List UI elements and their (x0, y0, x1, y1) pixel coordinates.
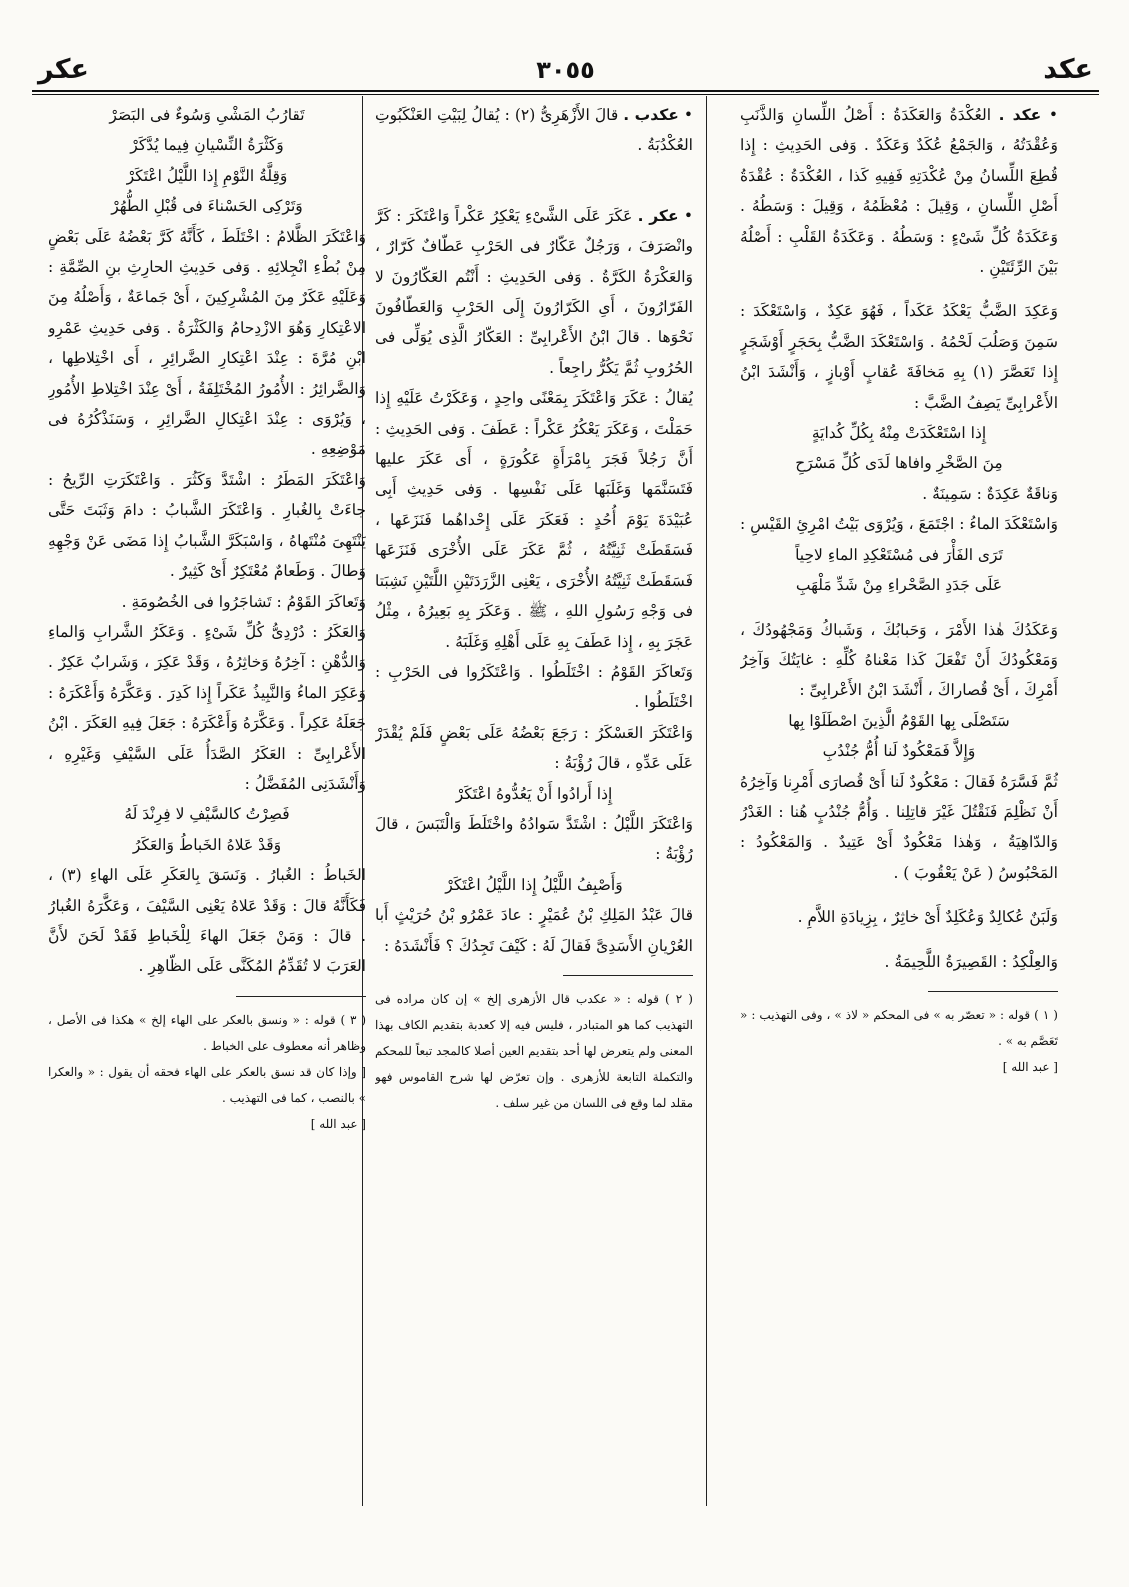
verse-line: تَرَى الفَأْرَ فى مُسْتَعْكِدِ الماءِ لاحِياً (795, 545, 1003, 564)
verse-line: تَقارُبُ المَشْىِ وَسُوءٌ فى البَصَرْ (109, 106, 305, 124)
footnote (740, 1002, 1058, 1080)
footnote-text: ( ٢ ) قوله : « عكدب قال الأزهرى إلخ » إن كان مراده فى التهذيب كما هو المتبادر ، فليس فيه إلا كعدبة بتقديم الكاف بهذا المعنى ولم يتعرض لها أحد بتقديم العين أصلا كالمجد تبعاً للمحكم والتكملة التابعة للأزهرى . وإن تعرّض لها شرح القاموس فهو مقلد لما وقع فى اللسان من غير سلف . (375, 991, 693, 1110)
footnote-text: [ وإذا كان قد نسق بالعكر على الهاء فحقه أن يقول : « والعكرا » بالنصب ، كما فى التهذيب . (48, 1064, 366, 1105)
column-left (48, 100, 366, 1505)
paragraph: وَعَكَدُكَ هٰذا الأَمْرَ ، وَحَبابُكَ ، وَشَباكُ وَمَجْهُودُكَ ، وَمَعْكُودُكَ أَنْ تَفْعَلَ كَذا مَعْناهُ كُلِّهِ : غايَتُكَ وَآخِرُ أَمْرِكَ ، أَىْ قُصاراكَ ، أَنْشَدَ ابْنُ الأَعْرابِىِّ : (740, 620, 1058, 700)
paragraph: وَناقَةٌ عَكِدَةٌ : سَمِينَةٌ . (922, 484, 1058, 503)
paragraph: وَاعْتَكَرَ العَسْكَرُ : رَجَعَ بَعْضُهُ عَلَى بَعْضٍ فَلَمْ يُقْدَرْ عَلَى عَدِّهِ ، قالَ رُؤْبَةُ : (375, 723, 693, 773)
column-divider (706, 96, 707, 1506)
footnote-signature: [ عبد الله ] (1002, 1059, 1058, 1074)
paragraph: وَاسْتَعْكَدَ الماءُ : اجْتَمَعَ ، وَيُرْوَى بَيْتُ امْرِئِ القَيْسِ : (740, 515, 1058, 534)
entry-text: قالَ الأَزْهَرِىُّ (٢) : يُقالُ لِبَيْتِ العَنْكَبُوتِ العُكْدُبَةُ . (375, 106, 693, 155)
paragraph: وَلَبَنٌ عُكالِدٌ وَعُكَلِدٌ أَىْ خاثِرٌ ، بِزِيادَةِ اللاَّمِ . (797, 908, 1058, 927)
header-rule (32, 90, 1099, 92)
paragraph: يُقالُ : عَكَرَ وَاعْتَكَرَ بِمَعْنًى واحِدٍ ، وَعَكَرْتُ عَلَيْهِ إِذا حَمَلْتَ ، وَعَكَرَ يَعْكُرُ عَكْراً : عَطَفَ . وَفى الحَدِيثِ : أَنَّ رَجُلاً فَجَرَ بِامْرَأَةٍ عَكُورَةٍ ، أَى عَكَرَ عليها فَتَسَنَّمَها وَغَلَبَها عَلَى نَفْسِها . وَفى حَدِيثِ أَبِى عُبَيْدَةَ يَوْمَ أُحُدٍ : فَعَكَرَ عَلَى إِحْداهُما فَنَزَعَها ، فَسَقَطَتْ ثَنِيَّتُهُ ، ثُمَّ عَكَرَ عَلَى الأُخْرَى فَنَزَعَها فَسَقَطَتْ ثَنِيَّتُهُ الأُخْرَى ، يَعْنِى الزَّرَدَتَيْنِ اللَّتَيْنِ نَشِبَتا فى وَجْهِ رَسُولِ اللهِ ، ﷺ . وَعَكَرَ بِهِ بَعِيرُهُ ، مِثْلُ عَجَرَ بِهِ ، إِذا عَطَفَ بِهِ عَلَى أَهْلِهِ وَغَلَبَهُ . (375, 389, 693, 651)
paragraph: قالَ عَبْدُ المَلِكِ بْنُ عُمَيْرٍ : عادَ عَمْرُو بْنُ حُرَيْثٍ أَبا العُرْيانِ الأَسَدِىَّ فَقالَ لَهُ : كَيْفَ تَجِدُكَ ؟ فَأَنْشَدَهُ : (375, 906, 693, 955)
paragraph: وَاعْتَكَرَ الظَّلامُ : اخْتَلَطَ ، كَأَنَّهُ كَرَّ بَعْضُهُ عَلَى بَعْضٍ مِنْ بُطْءِ انْجِلائِهِ . وَفى حَدِيثِ الحارِثِ بنِ الصِّمَّةِ : وَعَلَيْهِ عَكَرٌ مِنَ المُشْرِكِينَ ، أَىْ جَماعَةٌ ، وَأَصْلُهُ مِنَ الاعْتِكارِ وَهُوَ الازْدِحامُ وَالكَثْرَةُ . وَفى حَدِيثِ عَمْرِو ابْنِ مُرَّةَ : عِنْدَ اعْتِكارِ الضَّرائِرِ ، أَى اخْتِلاطِها ، وَالضَّرائِرُ : الأُمُورُ المُخْتَلِفَةُ ، أَىْ عِنْدَ اخْتِلاطِ الأُمُورِ ، وَيُرْوَى : عِنْدَ اعْتِكالِ الضَّرائِرِ ، وَسَنَذْكُرُهُ فى مَوْضِعِهِ . (48, 227, 366, 459)
footnote-separator (563, 975, 693, 976)
verse-line: إِذا أَرادُوا أَنْ يَعُدُّوهُ اعْتَكَرْ (455, 784, 613, 803)
running-head-left: عكر (38, 54, 89, 85)
entry-text: عَكَرَ عَلَى الشَّىْءِ يَعْكِرُ عَكْراً وَاعْتَكَرَ : كَرَّ وانْصَرَفَ ، وَرَجُلٌ عَكّارٌ فى الحَرْبِ عَطّافٌ كَرّارٌ ، وَالعَكْرَةُ الكَرَّةُ . وَفى الحَدِيثِ : أَنْتُم العَكّارُونَ لا الفَرّارُونَ ، أَىِ الكَرّارُونَ إِلَى الحَرْبِ وَالعَطّافُونَ نَحْوَها . قالَ ابْنُ الأَعْرابِىِّ : العَكّارُ الَّذِى يُوَلِّى فى الحُرُوبِ ثُمَّ يَكُرُّ راجِعاً . (375, 206, 693, 377)
footnote (48, 1007, 366, 1137)
page-number: ٣٠٥٥ (536, 56, 595, 84)
entry-text: العُكْدَةُ وَالعَكَدَةُ : أَصْلُ اللِّسانِ وَالذَّنَبِ وَعُقْدَتُهُ ، وَالجَمْعُ عُكَدٌ وَعَكَدٌ . وَفى الحَدِيثِ : إِذا قُطِعَ اللِّسانُ مِنْ عُكْدَتِهِ فَفِيهِ كَذا ، العُكْدَةُ : عُقْدَةُ أَصْلِ اللِّسانِ ، وَقِيلَ : مُعْظَمُهُ ، وَقِيلَ : وَسَطُهُ . وَعَكَدَةُ كُلِّ شَىْءٍ : وَسَطُهُ . وَعَكَدَةُ القَلْبِ : أَصْلُهُ بَيْنَ الرِّئَتَيْنِ . (740, 106, 1058, 277)
verse-line: عَلَى جَدَدِ الصَّحْراءِ مِنْ شَدِّ مَلْهَبِ (795, 576, 1003, 595)
verse-line: وَقَدْ عَلاهُ الخَباطُ وَالعَكَرُ (132, 835, 282, 854)
footnote-text: ( ١ ) قوله : « تعصّر به » فى المحكم « لاذ » ، وفى التهذيب : « تَعَصَّم به » . (740, 1007, 1058, 1048)
entry-akdb: • عكدب . قالَ الأَزْهَرِىُّ (٢) : يُقالُ لِبَيْتِ العَنْكَبُوتِ العُكْدُبَةُ . (375, 106, 693, 155)
verse-line: وَكَثْرَةُ النِّسْيانِ فِيما يُدَّكَرْ (130, 136, 284, 155)
lemma-heading: عكدب . (623, 106, 679, 124)
lemma-heading: عكر . (637, 206, 679, 225)
column-right (740, 100, 1058, 1505)
entry-akr: • عكر . عَكَرَ عَلَى الشَّىْءِ يَعْكِرُ عَكْراً وَاعْتَكَرَ : كَرَّ وانْصَرَفَ ، وَرَجُلٌ عَكّارٌ فى الحَرْبِ عَطّافٌ كَرّارٌ ، وَالعَكْرَةُ الكَرَّةُ . وَفى الحَدِيثِ : أَنْتُم العَكّارُونَ لا الفَرّارُونَ ، أَىِ الكَرّارُونَ إِلَى الحَرْبِ وَالعَطّافُونَ نَحْوَها . قالَ ابْنُ الأَعْرابِىِّ : العَكّارُ الَّذِى يُوَلِّى فى الحُرُوبِ ثُمَّ يَكُرُّ راجِعاً . (375, 206, 693, 377)
footnote-separator (236, 996, 366, 997)
paragraph: ثُمَّ فَسَّرَهُ فَقالَ : مَعْكُودٌ لَنا أَىْ قُصارَى أَمْرِنا وَآخِرُهُ أَنْ نَظْلِمَ فَنَقْتُلَ غَيْرَ قاتِلِنا . وَأُمُّ جُنْدُبٍ هُنا : الغَدْرُ وَالدّاهِيَةُ ، وَهٰذا مَعْكُودٌ أَىْ عَتِيدٌ . وَالمَعْكُودُ : المَحْبُوسُ ( عَنْ يَعْقُوبَ ) . (740, 772, 1058, 882)
header-rule-thin (32, 94, 1099, 95)
footnote (375, 986, 693, 1116)
footnote-signature: [ عبد الله ] (310, 1116, 366, 1131)
paragraph: وَاعْتَكَرَ المَطَرُ : اشْتَدَّ وَكَثُرَ . وَاعْتَكَرَتِ الرِّيحُ : جاءَتْ بِالغُبارِ . وَاعْتَكَرَ الشَّبابُ : دامَ وَثَبَتَ حَتَّى يَنْتَهِىَ مُنْتَهاهُ ، وَاسْبَكَرَّ الشَّبابُ إِذا مَضَى عَنْ وَجْهِهِ وَطالَ . وَطَعامٌ مُعْتَكِرٌ أَىْ كَثِيرٌ . (48, 470, 366, 581)
footnote-separator (928, 991, 1058, 992)
paragraph: وَالعَكَرُ : دُرْدِىُّ كُلِّ شَىْءٍ . وَعَكَرُ الشَّرابِ وَالماءِ وَالدُّهْنِ : آخِرُهُ وَخاثِرُهُ ، وَقَدْ عَكِرَ ، وَشَرابٌ عَكِرٌ . وَعَكِرَ الماءُ وَالنَّبِيذُ عَكَراً إِذا كَدِرَ . وَعَكَّرَهُ وَأَعْكَرَهُ : جَعَلَهُ عَكِراً . وَعَكَّرَهُ وَأَعْكَرَهُ : جَعَلَ فِيهِ العَكَرَ . ابْنُ الأَعْرابِىِّ : العَكَرُ الصَّدَأُ عَلَى السَّيْفِ وَغَيْرِهِ ، وَأَنْشَدَنِى المُفَضَّلُ : (48, 622, 366, 793)
paragraph: الخَباطُ : الغُبارُ . وَنَسَقَ بِالعَكَرِ عَلَى الهاءِ (٣) ، فَكَأَنَّهُ قالَ : وَقَدْ عَلاهُ يَعْنِى السَّيْفَ ، وَعَكَّرَهُ الغُبارُ . قالَ : وَمَنْ جَعَلَ الهاءَ لِلْخَباطِ فَقَدْ لَحَنَ لأَنَّ العَرَبَ لا تُقَدِّمُ المُكَنَّى عَلَى الظّاهِرِ . (48, 866, 366, 976)
lemma-heading: عكد . (998, 106, 1042, 124)
entry-akd: • عكد . العُكْدَةُ وَالعَكَدَةُ : أَصْلُ اللِّسانِ وَالذَّنَبِ وَعُقْدَتُهُ ، وَالجَمْعُ عُكَدٌ وَعَكَدٌ . وَفى الحَدِيثِ : إِذا قُطِعَ اللِّسانُ مِنْ عُكْدَتِهِ فَفِيهِ كَذا ، العُكْدَةُ : عُقْدَةُ أَصْلِ اللِّسانِ ، وَقِيلَ : مُعْظَمُهُ ، وَقِيلَ : وَسَطُهُ . وَعَكَدَةُ كُلِّ شَىْءٍ : وَسَطُهُ . وَعَكَدَةُ القَلْبِ : أَصْلُهُ بَيْنَ الرِّئَتَيْنِ . (740, 106, 1058, 277)
footnote-text: ( ٣ ) قوله : « ونسق بالعكر على الهاء إلخ » هكذا فى الأصل ، وظاهر أنه معطوف على الخباط . (48, 1012, 366, 1053)
verse-line: وَتَرْكِى الحَسْناءَ فى قُبْلِ الطُّهُرْ (111, 197, 303, 216)
running-head-right: عكد (1043, 54, 1093, 85)
verse-line: مِنَ الصَّخْرِ وافاها لَدَى كُلِّ مَسْرَحِ (795, 454, 1003, 473)
column-middle (375, 100, 693, 1505)
verse-line: وَأَصْبِفُ اللَّيْلُ إِذا اللَّيْلُ اعْتَكَرْ (445, 875, 623, 894)
verse-line: فَصِرْتُ كالسَّيْفِ لا فِرِنْدَ لَهُ (124, 805, 290, 824)
paragraph: وَتَعاكَرَ القَوْمُ : اخْتَلَطُوا . وَاعْتَكَرُوا فى الحَرْبِ : اخْتَلَطُوا . (375, 662, 693, 712)
verse-line: وَقِلَّةُ النَّوْمِ إِذا اللَّيْلُ اعْتَكَرْ (126, 166, 288, 185)
paragraph: وَتَعاكَرَ القَوْمُ : تَشاجَرُوا فى الخُصُومَةِ . (121, 592, 366, 611)
paragraph: وَالعِلْكِدُ : القَصِيرَةُ اللَّحِيمَةُ . (884, 952, 1058, 971)
verse-line: سَتَصْلَى بِها القَوْمُ الَّذِينَ اصْطَلَوْا بِها (788, 711, 1010, 730)
verse-line: إِذا اسْتَعْكَدَتْ مِنْهُ بِكُلِّ كُدايَةٍ (811, 424, 987, 443)
paragraph: وَعَكِدَ الضَّبُّ يَعْكَدُ عَكَداً ، فَهُوَ عَكِدٌ ، وَاسْتَعْكَدَ : سَمِنَ وَصَلُبَ لَحْمُهُ . وَاسْتَعْكَدَ الضَّبُّ بِحَجَرٍ أَوْشَجَرٍ إِذا تَعَصَّرَ (١) بِهِ مَخافَةَ عُقابٍ أَوْبازٍ ، وَأَنْشَدَ ابْنُ الأَعْرابِىِّ يَصِفُ الضَّبَّ : (740, 302, 1058, 412)
verse-line: وَإِلاَّ فَمَعْكُودٌ لَنا أُمُّ جُنْدُبِ (822, 742, 976, 761)
paragraph: وَاعْتَكَرَ اللَّيْلُ : اشْتَدَّ سَوادُهُ واخْتَلَطَ وَالْتَبَسَ ، قالَ رُؤْبَةُ : (375, 814, 693, 864)
